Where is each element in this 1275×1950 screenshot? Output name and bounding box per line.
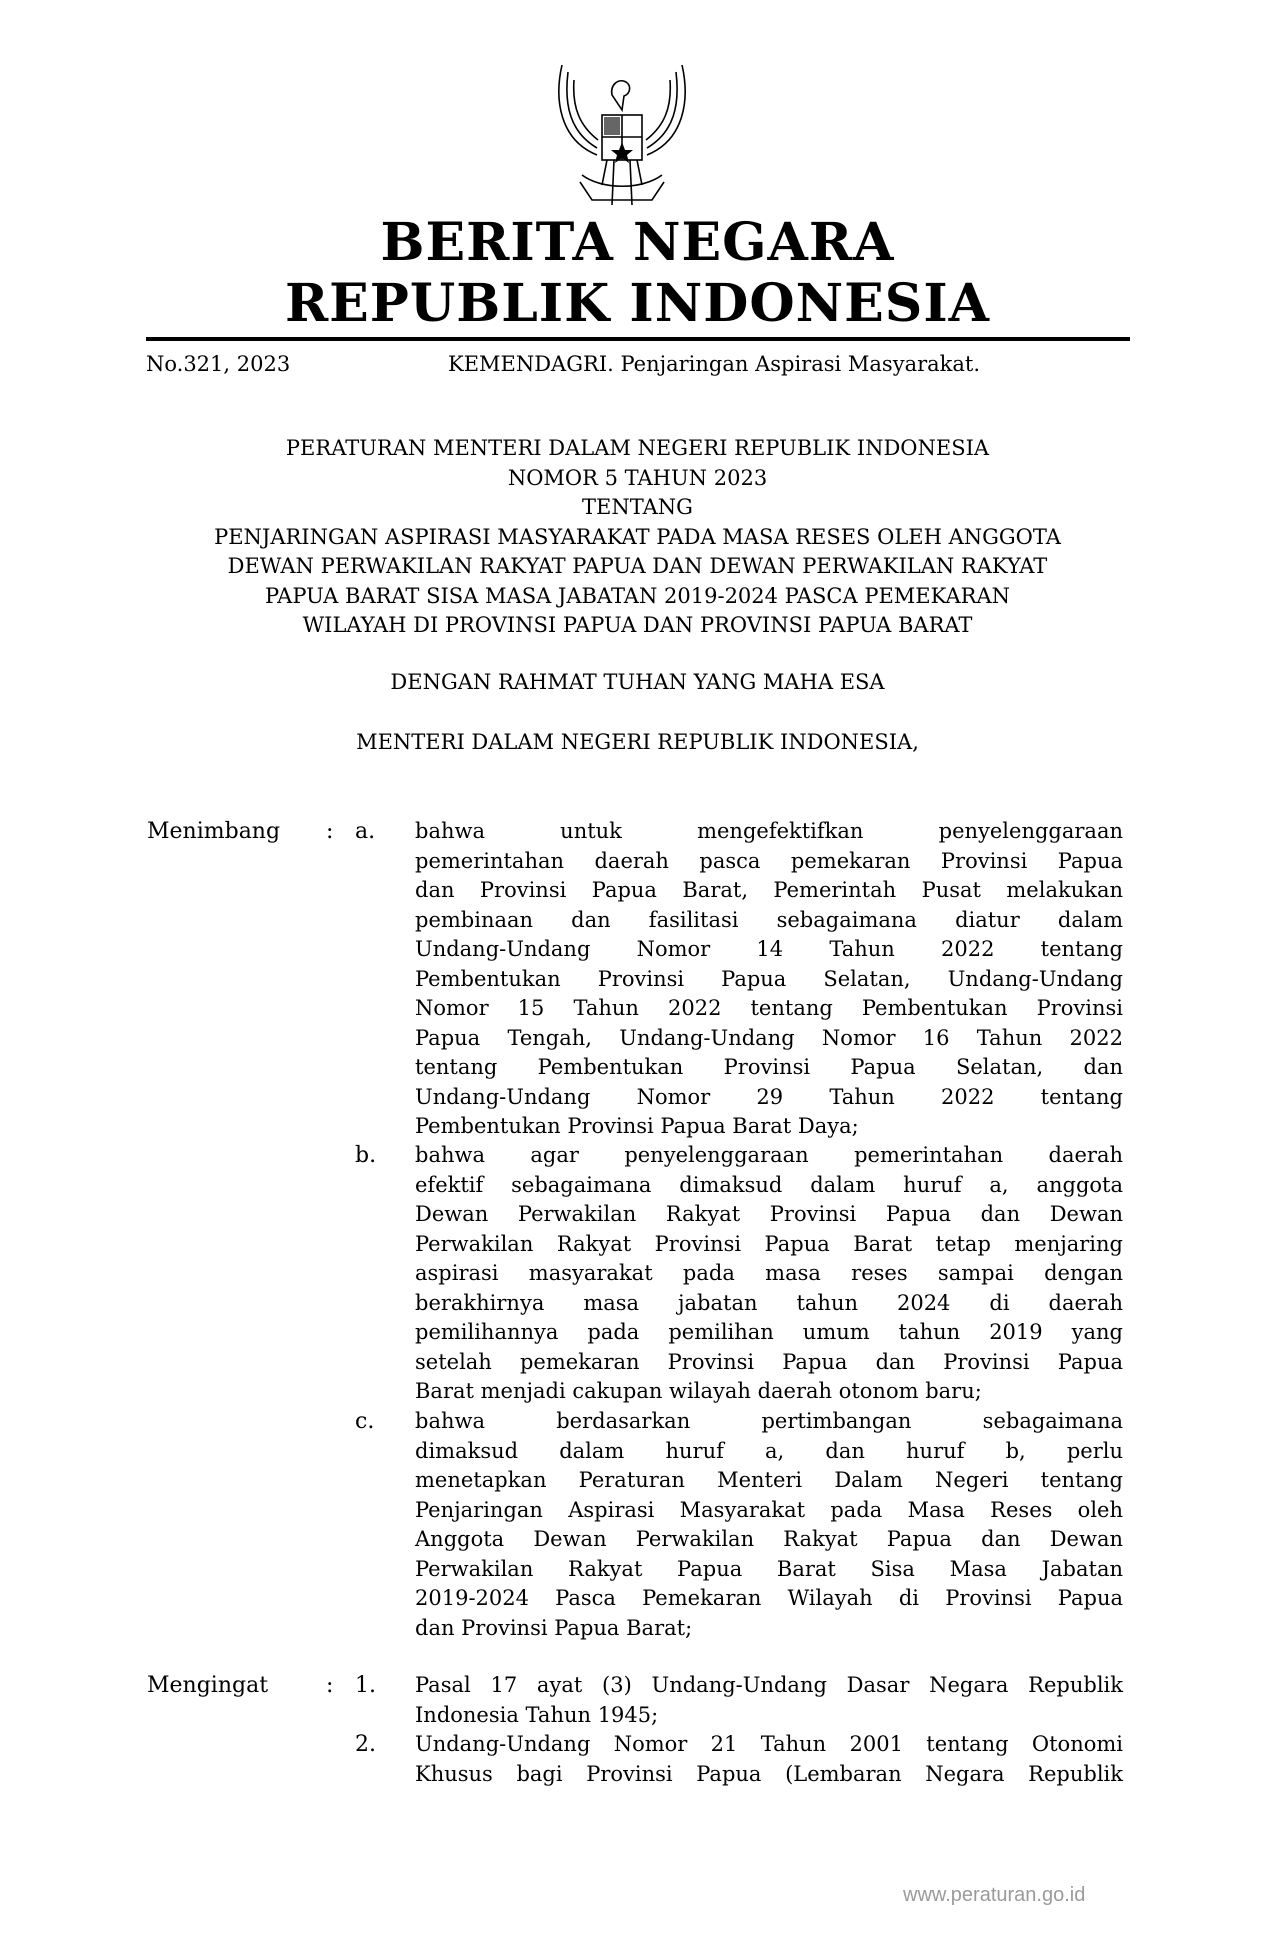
text-line: bahwa agar penyelenggaraan pemerintahan daerah	[415, 1143, 1123, 1167]
item-marker: 1.	[355, 1673, 376, 1698]
text-line: Perwakilan Rakyat Papua Barat Sisa Masa Jabatan	[415, 1556, 1123, 1581]
menimbang-colon: :	[326, 819, 334, 844]
menimbang-item-b	[415, 1141, 1123, 1407]
garuda-emblem	[552, 60, 692, 215]
mengingat-colon: :	[326, 1673, 334, 1698]
invocation: DENGAN RAHMAT TUHAN YANG MAHA ESA	[390, 670, 885, 694]
text-line: Perwakilan Rakyat Provinsi Papua Barat tetap menjaring	[415, 1231, 1123, 1256]
text-line: bahwa untuk mengefektifkan penyelenggaraan	[415, 819, 1123, 843]
text-line: tentang Pembentukan Provinsi Papua Selatan, dan	[415, 1055, 1123, 1079]
text-line: setelah pemekaran Provinsi Papua dan Provinsi Papua	[415, 1349, 1123, 1374]
text-line: Pasal 17 ayat (3) Undang-Undang Dasar Negara Republik	[415, 1673, 1123, 1697]
text-line: Khusus bagi Provinsi Papua (Lembaran Negara Republik	[415, 1761, 1123, 1786]
text-line: Penjaringan Aspirasi Masyarakat pada Masa Reses oleh	[415, 1497, 1123, 1522]
title-line: PAPUA BARAT SISA MASA JABATAN 2019-2024 PASCA PEMEKARAN	[264, 583, 1010, 608]
menimbang-item-c	[415, 1407, 1123, 1643]
mengingat-item-2	[415, 1730, 1123, 1789]
text-line: efektif sebagaimana dimaksud dalam huruf a, anggota	[415, 1172, 1123, 1197]
text-line: pemerintahan daerah pasca pemekaran Provinsi Papua	[415, 848, 1123, 873]
enactor: MENTERI DALAM NEGERI REPUBLIK INDONESIA,	[356, 730, 919, 754]
item-marker: 2.	[355, 1732, 376, 1757]
masthead-title-line1: BERITA NEGARA	[380, 212, 895, 273]
title-line: DEWAN PERWAKILAN RAKYAT PAPUA DAN DEWAN PERWAKILAN RAKYAT	[227, 554, 1048, 578]
gazette-number: No.321, 2023	[146, 352, 291, 376]
gazette-subject: KEMENDAGRI. Penjaringan Aspirasi Masyarakat.	[448, 352, 981, 376]
item-marker: b.	[355, 1143, 377, 1168]
mengingat-label: Mengingat	[147, 1673, 269, 1698]
text-line: Pembentukan Provinsi Papua Selatan, Undang-Undang	[415, 966, 1123, 991]
text-line: 2019-2024 Pasca Pemekaran Wilayah di Provinsi Papua	[415, 1586, 1123, 1610]
text-line: aspirasi masyarakat pada masa reses sampai dengan	[415, 1261, 1123, 1285]
text-line: bahwa berdasarkan pertimbangan sebagaimana	[415, 1409, 1123, 1433]
title-line: WILAYAH DI PROVINSI PAPUA DAN PROVINSI PAPUA BARAT	[302, 613, 973, 637]
title-line: NOMOR 5 TAHUN 2023	[507, 465, 768, 490]
text-line: pemilihannya pada pemilihan umum tahun 2019 yang	[415, 1320, 1123, 1344]
masthead-title-line2: REPUBLIK INDONESIA	[284, 273, 991, 334]
text-line: Undang-Undang Nomor 29 Tahun 2022 tentang	[415, 1084, 1123, 1109]
title-line: PERATURAN MENTERI DALAM NEGERI REPUBLIK INDONESIA	[285, 436, 990, 460]
mengingat-item-1	[415, 1671, 1123, 1730]
regulation-title-block	[0, 434, 1275, 641]
menimbang-item-a	[415, 817, 1123, 1142]
item-marker: a.	[355, 819, 376, 844]
menimbang-label: Menimbang	[147, 819, 281, 844]
title-line: TENTANG	[582, 495, 693, 519]
text-line: Pembentukan Provinsi Papua Barat Daya;	[415, 1114, 859, 1138]
text-line: Undang-Undang Nomor 14 Tahun 2022 tentang	[415, 937, 1123, 961]
text-line: Dewan Perwakilan Rakyat Provinsi Papua dan Dewan	[415, 1202, 1123, 1226]
text-line: Papua Tengah, Undang-Undang Nomor 16 Tahun 2022	[415, 1025, 1123, 1050]
text-line: Undang-Undang Nomor 21 Tahun 2001 tentang Otonomi	[415, 1732, 1123, 1756]
text-line: berakhirnya masa jabatan tahun 2024 di daerah	[415, 1290, 1123, 1315]
text-line: dimaksud dalam huruf a, dan huruf b, perlu	[415, 1438, 1123, 1463]
text-line: pembinaan dan fasilitasi sebagaimana diatur dalam	[415, 907, 1123, 932]
website-watermark[interactable]: www.peraturan.go.id	[903, 1884, 1086, 1906]
title-line: PENJARINGAN ASPIRASI MASYARAKAT PADA MASA RESES OLEH ANGGOTA	[214, 524, 1061, 549]
text-line: Indonesia Tahun 1945;	[415, 1702, 659, 1727]
text-line: dan Provinsi Papua Barat, Pemerintah Pusat melakukan	[415, 878, 1123, 902]
text-line: Nomor 15 Tahun 2022 tentang Pembentukan Provinsi	[415, 996, 1123, 1020]
item-marker: c.	[355, 1409, 375, 1434]
text-line: dan Provinsi Papua Barat;	[415, 1615, 693, 1640]
masthead-rule	[146, 337, 1130, 341]
text-line: menetapkan Peraturan Menteri Dalam Negeri tentang	[415, 1468, 1123, 1492]
text-line: Anggota Dewan Perwakilan Rakyat Papua dan Dewan	[415, 1527, 1123, 1551]
text-line: Barat menjadi cakupan wilayah daerah otonom baru;	[415, 1379, 982, 1403]
